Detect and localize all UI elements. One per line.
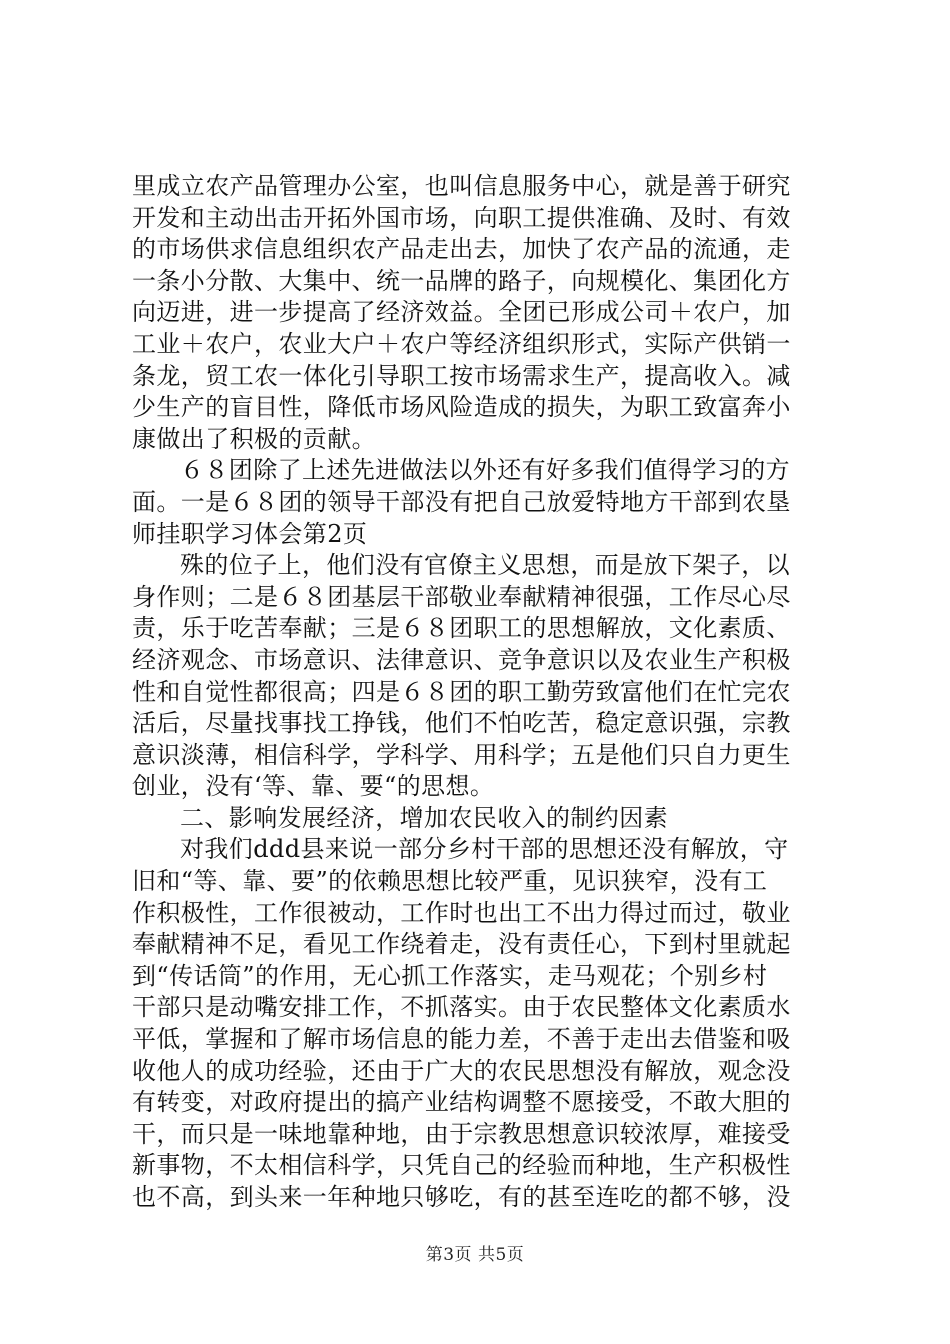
text-line: 开发和主动出击开拓外国市场，向职工提供准确、及时、有效 <box>132 203 791 232</box>
text-line: 奉献精神不足，看见工作绕着走，没有责任心，下到村里就起 <box>132 930 791 959</box>
text-line: 创业，没有‘等、靠、要“的思想。 <box>132 772 495 801</box>
text-line: 条龙，贸工农一体化引导职工按市场需求生产，提高收入。减 <box>132 361 791 390</box>
text-line: 师挂职学习体会第2页 <box>132 519 368 548</box>
text-line: 责，乐于吃苦奉献；三是６８团职工的思想解放，文化素质、 <box>132 614 791 643</box>
text-line: 干，而只是一味地靠种地，由于宗教思想意识较浓厚，难接受 <box>132 1119 791 1148</box>
text-line: ６８团除了上述先进做法以外还有好多我们值得学习的方 <box>180 456 790 485</box>
text-line: 殊的位子上，他们没有官僚主义思想，而是放下架子，以 <box>180 551 790 580</box>
text-line: 也不高，到头来一年种地只够吃，有的甚至连吃的都不够，没 <box>132 1183 791 1211</box>
text-line: 活后，尽量找事找工挣钱，他们不怕吃苦，稳定意识强，宗教 <box>132 709 791 738</box>
text-line: 康做出了积极的贡献。 <box>132 424 376 453</box>
text-line: 有转变，对政府提出的搞产业结构调整不愿接受，不敢大胆的 <box>132 1088 791 1117</box>
page-footer: 第3页 共5页 <box>425 1245 525 1265</box>
text-line: 少生产的盲目性，降低市场风险造成的损失，为职工致富奔小 <box>132 393 791 422</box>
text-line: 收他人的成功经验，还由于广大的农民思想没有解放，观念没 <box>132 1056 791 1085</box>
text-line: 到“传话筒”的作用，无心抓工作落实，走马观花；个别乡村 <box>132 961 768 990</box>
text-line: 意识淡薄，相信科学，学科学、用科学；五是他们只自力更生 <box>132 740 791 769</box>
text-line: 二、影响发展经济，增加农民收入的制约因素 <box>180 803 668 832</box>
text-line: 向迈进，进一步提高了经济效益。全团已形成公司＋农户，加 <box>132 298 791 327</box>
text-line: 平低，掌握和了解市场信息的能力差，不善于走出去借鉴和吸 <box>132 1025 791 1054</box>
text-line: 的市场供求信息组织农产品走出去，加快了农产品的流通，走 <box>132 235 791 264</box>
body-text <box>132 171 832 1214</box>
text-line: 里成立农产品管理办公室，也叫信息服务中心，就是善于研究 <box>132 172 791 200</box>
text-line: 经济观念、市场意识、法律意识、竞争意识以及农业生产积极 <box>132 645 791 674</box>
text-line: 旧和“等、靠、要”的依赖思想比较严重，见识狭窄，没有工 <box>132 867 768 896</box>
text-line: 作积极性，工作很被动，工作时也出工不出力得过而过，敬业 <box>132 898 791 927</box>
text-line: 面。一是６８团的领导干部没有把自己放爱特地方干部到农垦 <box>132 487 791 516</box>
text-line: 一条小分散、大集中、统一品牌的路子，向规模化、集团化方 <box>132 266 791 295</box>
text-line: 新事物，不太相信科学，只凭自己的经验而种地，生产积极性 <box>132 1151 791 1180</box>
text-line: 对我们ddd县来说一部分乡村干部的思想还没有解放，守 <box>180 835 789 864</box>
text-line: 干部只是动嘴安排工作，不抓落实。由于农民整体文化素质水 <box>132 993 791 1022</box>
text-line: 身作则；二是６８团基层干部敬业奉献精神很强，工作尽心尽 <box>132 582 791 611</box>
text-line: 性和自觉性都很高；四是６８团的职工勤劳致富他们在忙完农 <box>132 677 791 706</box>
text-line: 工业＋农户，农业大户＋农户等经济组织形式，实际产供销一 <box>132 329 791 358</box>
